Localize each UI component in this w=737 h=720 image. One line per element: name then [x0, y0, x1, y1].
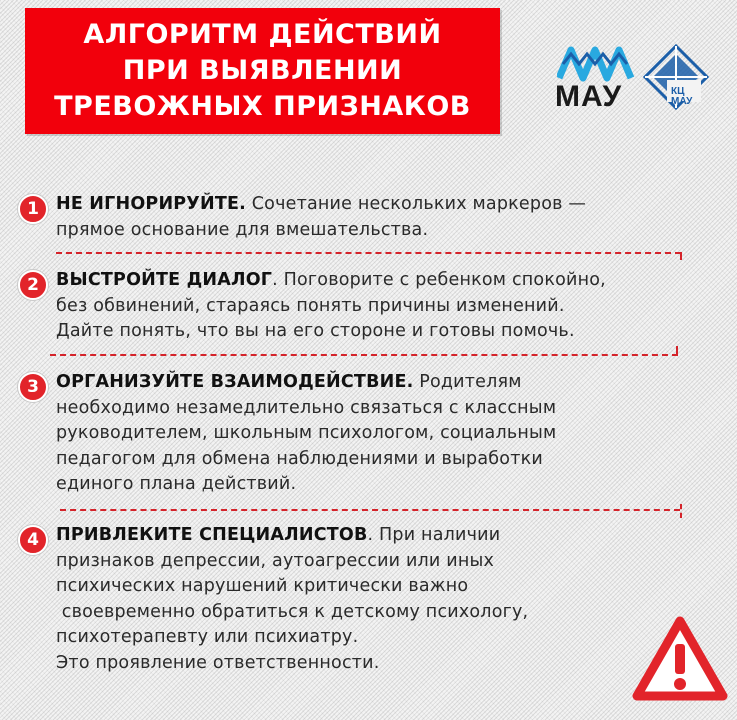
- step-line: [56, 523, 528, 549]
- divider-tick: [680, 504, 682, 518]
- step-line: необходимо незамедлительно связаться с классным: [56, 397, 557, 418]
- title-line-3: ТРЕВОЖНЫХ ПРИЗНАКОВ: [54, 91, 471, 122]
- step-line: признаков депрессии, аутоагрессии или иных: [56, 550, 495, 571]
- step-line: [56, 192, 586, 218]
- step-number-badge: 4: [18, 525, 48, 555]
- step-line: своевременно обратиться к детскому психологу,: [56, 601, 529, 622]
- step-text: [56, 268, 606, 345]
- step-line: единого плана действий.: [56, 474, 297, 494]
- step-heading: ПРИВЛЕКИТЕ СПЕЦИАЛИСТОВ: [56, 525, 368, 545]
- step-heading: ОРГАНИЗУЙТЕ ВЗАИМОДЕЙСТВИЕ.: [56, 372, 414, 392]
- kc-mau-logo-text: [671, 87, 692, 107]
- step-line: [56, 370, 556, 396]
- step-line: Дайте понять, что вы на его стороне и готовы помочь.: [56, 321, 575, 341]
- divider: [56, 252, 681, 254]
- divider-tick: [676, 346, 678, 356]
- step-line-text: . Поговорите с ребенком спокойно,: [272, 270, 606, 290]
- step-line: Это проявление ответственности.: [56, 652, 380, 673]
- step-text: [56, 370, 556, 498]
- step-number-badge: 2: [18, 270, 48, 300]
- step-number-badge: 1: [18, 194, 48, 224]
- title-banner: [25, 8, 500, 134]
- step-text: [56, 523, 528, 676]
- divider: [50, 354, 678, 356]
- step-line: руководителем, школьным психологом, социальным: [56, 423, 557, 443]
- divider: [60, 509, 680, 511]
- step-line: психотерапевту или психиатру.: [56, 627, 359, 647]
- step-heading: НЕ ИГНОРИРУЙТЕ.: [56, 194, 246, 214]
- logos: [553, 42, 713, 114]
- step-heading: ВЫСТРОЙТЕ ДИАЛОГ: [56, 270, 273, 290]
- step-line-text: . При наличии: [367, 525, 501, 545]
- step-line: прямое основание для вмешательства.: [56, 219, 429, 240]
- divider-tick: [680, 252, 682, 260]
- mau-logo-icon: [557, 42, 635, 82]
- step-line: психических нарушений критически важно: [56, 576, 469, 596]
- kc-line-1: КЦ: [671, 86, 685, 97]
- mau-logo-text: МАУ: [555, 80, 623, 113]
- title-line-2: ПРИ ВЫЯВЛЕНИИ: [122, 55, 403, 86]
- step-line: [56, 268, 606, 294]
- step-text: [56, 192, 586, 243]
- step-line: без обвинений, стараясь понять причины изменений.: [56, 295, 565, 316]
- kc-line-2: МАУ: [671, 96, 693, 107]
- step-line-text: Сочетание нескольких маркеров —: [251, 194, 587, 214]
- step-line-text: Родителям: [413, 372, 522, 392]
- step-line: педагогом для обмена наблюдениями и выработки: [56, 448, 543, 469]
- step-number-badge: 3: [18, 372, 48, 402]
- warning-triangle-icon: [632, 616, 728, 702]
- title-line-1: АЛГОРИТМ ДЕЙСТВИЙ: [83, 19, 442, 50]
